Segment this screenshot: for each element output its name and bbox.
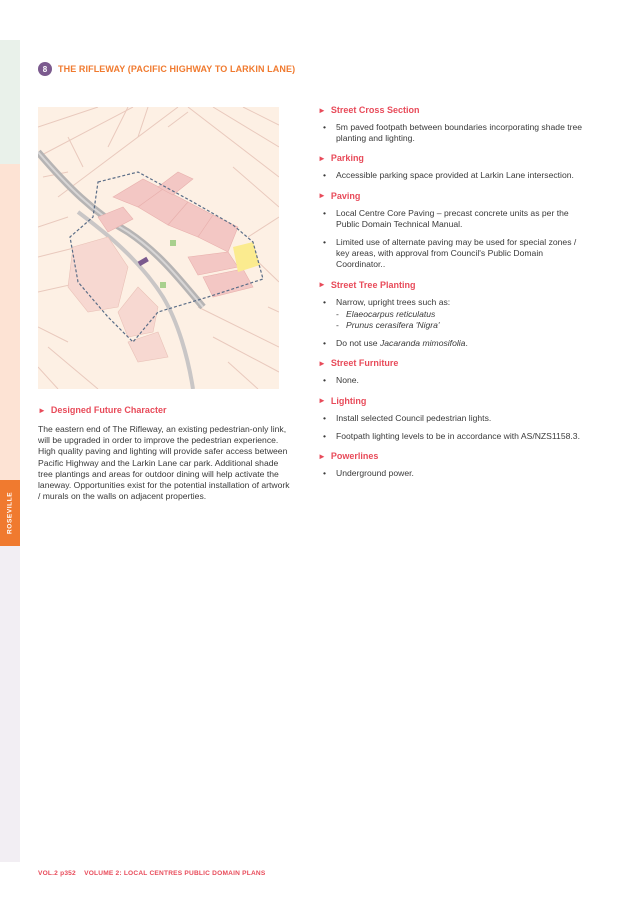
triangle-right-icon: ► [318, 358, 326, 368]
page-footer [38, 870, 265, 877]
side-strip-green [0, 40, 20, 164]
design-guidelines [318, 105, 586, 488]
list-item: • Limited use of alternate paving may be used for special zones / key areas, with approval from Council's Public Domain Coordinator.. [318, 237, 586, 271]
section-title: THE RIFLEWAY (PACIFIC HIGHWAY TO LARKIN LANE) [58, 64, 296, 74]
section-number-badge: 8 [38, 62, 52, 76]
list-item: • Install selected Council pedestrian lights. [318, 413, 586, 424]
parking-block [318, 153, 586, 181]
designed-future-block [38, 405, 293, 502]
street-furniture-block [318, 358, 586, 386]
side-strip-lilac [0, 546, 20, 862]
street-tree-planting-heading: ► Street Tree Planting [318, 279, 416, 290]
paving-heading: ► Paving [318, 190, 361, 201]
triangle-right-icon: ► [318, 105, 326, 115]
list-item: • 5m paved footpath between boundaries incorporating shade tree planting and lighting. [318, 122, 586, 144]
site-map [38, 107, 279, 389]
triangle-right-icon: ► [318, 280, 326, 290]
triangle-right-icon: ► [318, 451, 326, 461]
section-heading [38, 62, 295, 76]
map-green-patch [170, 240, 176, 246]
list-item: • Narrow, upright trees such as: - Elaeocarpus reticulatus - Prunus cerasifera 'Nigra' [318, 297, 586, 332]
page-ref: VOL.2 p352 [38, 870, 76, 877]
lighting-block [318, 396, 586, 442]
parking-heading: ► Parking [318, 153, 364, 164]
triangle-right-icon: ► [318, 153, 326, 163]
map-green-patch [160, 282, 166, 288]
list-item: • Accessible parking space provided at Larkin Lane intersection. [318, 170, 586, 181]
list-item: • Underground power. [318, 468, 586, 479]
triangle-right-icon: ► [318, 191, 326, 201]
side-strip-peach [0, 164, 20, 480]
list-item: • None. [318, 375, 586, 386]
powerlines-block [318, 451, 586, 479]
street-tree-planting-block [318, 280, 586, 350]
designed-future-body: The eastern end of The Rifleway, an existing pedestrian-only link, will be upgraded in order to improve the pedestrian experience. High quality paving and lighting will provide safer access between Pacific Highway and the Larkin Lane car park. Additional shade tree plantings and areas for outdoor dining will help activate the laneway. Opportunities exist for the potential installation of artwork / murals on the walls on adjacent properties. [38, 424, 290, 502]
paving-block [318, 191, 586, 271]
list-item: • Footpath lighting levels to be in accordance with AS/NZS1158.3. [318, 431, 586, 442]
tree-species: - Elaeocarpus reticulatus [336, 309, 586, 320]
list-item: • Do not use Jacaranda mimosifolia. [318, 338, 586, 349]
side-tab-label: ROSEVILLE [6, 491, 14, 535]
powerlines-heading: ► Powerlines [318, 451, 379, 462]
volume-title: VOLUME 2: LOCAL CENTRES PUBLIC DOMAIN PLANS [84, 870, 266, 877]
street-cross-section-heading: ► Street Cross Section [318, 105, 420, 115]
tree-species: - Prunus cerasifera 'Nigra' [336, 320, 586, 331]
street-cross-section-block [318, 105, 586, 144]
list-item: • Local Centre Core Paving – precast concrete units as per the Public Domain Technical Manual. [318, 208, 586, 230]
designed-future-heading: ► Designed Future Character [38, 405, 167, 415]
lighting-heading: ► Lighting [318, 395, 367, 406]
street-furniture-heading: ► Street Furniture [318, 358, 399, 369]
triangle-right-icon: ► [38, 405, 46, 415]
triangle-right-icon: ► [318, 396, 326, 406]
